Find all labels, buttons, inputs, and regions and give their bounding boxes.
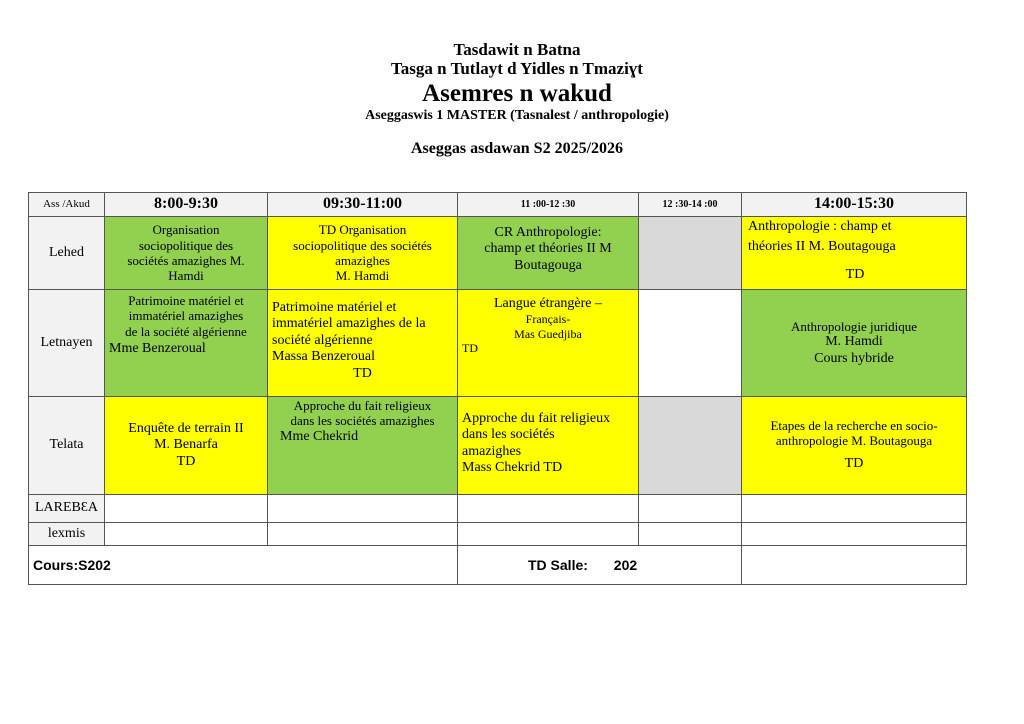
empty-cell xyxy=(742,522,967,545)
session-line: Hamdi xyxy=(168,268,204,284)
session-line: amazighes xyxy=(462,443,522,459)
session-line: Mme Benzeroual xyxy=(109,340,206,356)
session-line: TD xyxy=(176,453,196,469)
day-row-letnayen xyxy=(29,289,967,396)
empty-cell xyxy=(742,545,967,584)
session-line: Français- xyxy=(525,312,571,327)
session-cell xyxy=(458,216,639,289)
day-label: Telata xyxy=(29,396,105,494)
session-line: immatériel amazighes xyxy=(128,308,244,324)
day-row-telata xyxy=(29,396,967,494)
slot-header: 8:00-9:30 xyxy=(105,193,268,217)
corner-cell: Ass /Akud xyxy=(29,193,105,217)
session-cell xyxy=(458,289,639,396)
day-label: LAREBƐA xyxy=(29,494,105,522)
session-line: société algérienne xyxy=(272,332,373,348)
page-title: Asemres n wakud xyxy=(422,80,612,108)
td-room xyxy=(458,545,742,584)
slot-header: 12 :30-14 :00 xyxy=(639,193,742,217)
session-line: Langue étrangère – xyxy=(493,295,603,311)
session-line: CR Anthropologie: xyxy=(494,224,602,240)
session-line: Anthropologie juridique xyxy=(790,318,917,334)
document-header xyxy=(0,40,1024,158)
empty-cell xyxy=(639,494,742,522)
session-line: TD xyxy=(844,456,864,472)
session-line: dans les sociétés amazighes xyxy=(290,413,435,429)
session-cell xyxy=(105,216,268,289)
session-line: théories II M. Boutagouga xyxy=(748,239,896,255)
department-name: Tasga n Tutlayt d Yidles n Tmaziɣt xyxy=(391,59,643,79)
session-line: Approche du fait religieux xyxy=(293,397,432,413)
session-line: sociétés amazighes M. xyxy=(127,252,245,268)
session-line: Mass Chekrid TD xyxy=(462,460,563,476)
session-line: sociopolitique des xyxy=(138,237,234,253)
td-room-number: 202 xyxy=(613,556,638,573)
session-line: M. Benarfa xyxy=(154,437,218,453)
session-cell xyxy=(458,396,639,494)
semester-line: Aseggas asdawan S2 2025/2026 xyxy=(410,139,624,157)
session-line: TD xyxy=(845,266,865,282)
session-line: TD xyxy=(353,365,372,381)
session-line: anthropologie M. Boutagouga xyxy=(775,433,933,449)
lunch-break-cell xyxy=(639,216,742,289)
session-line: M. Hamdi xyxy=(335,268,390,284)
session-line: M. Hamdi xyxy=(825,334,883,350)
cours-room xyxy=(29,545,458,584)
session-cell xyxy=(268,289,458,396)
timetable-header-row xyxy=(29,193,967,217)
session-line: Cours hybride xyxy=(814,350,894,366)
session-line: de la société algérienne xyxy=(125,323,247,339)
empty-cell xyxy=(639,522,742,545)
lunch-break-cell xyxy=(639,396,742,494)
timetable xyxy=(28,192,967,585)
day-row-lexmis xyxy=(29,522,967,545)
session-line: Etapes de la recherche en socio- xyxy=(770,417,938,433)
session-cell xyxy=(105,396,268,494)
session-cell xyxy=(742,396,967,494)
session-line: TD Organisation xyxy=(318,222,407,238)
td-room-label: TD Salle: xyxy=(528,556,588,573)
day-row-lehed xyxy=(29,216,967,289)
session-line: Mas Guedjiba xyxy=(514,326,582,341)
session-cell xyxy=(105,289,268,396)
session-line: TD xyxy=(462,340,478,355)
day-label: lexmis xyxy=(29,522,105,545)
program-subtitle: Aseggaswis 1 MASTER (Tasnalest / anthropologie) xyxy=(365,108,669,124)
day-label: Lehed xyxy=(29,216,105,289)
session-line: Mme Chekrid xyxy=(280,428,359,444)
session-cell xyxy=(268,396,458,494)
empty-cell xyxy=(105,522,268,545)
empty-cell xyxy=(268,522,458,545)
empty-cell xyxy=(105,494,268,522)
empty-cell xyxy=(268,494,458,522)
session-line: Patrimoine matériel et xyxy=(272,299,397,315)
session-line: Organisation xyxy=(152,222,220,238)
lunch-break-cell xyxy=(639,289,742,396)
session-line: Patrimoine matériel et xyxy=(128,292,244,308)
session-line: Massa Benzeroual xyxy=(272,349,376,365)
empty-cell xyxy=(458,494,639,522)
session-line: champ et théories II M xyxy=(484,241,612,257)
day-label: Letnayen xyxy=(29,289,105,396)
empty-cell xyxy=(742,494,967,522)
session-line: amazighes xyxy=(335,252,390,268)
empty-cell xyxy=(458,522,639,545)
slot-header: 14:00-15:30 xyxy=(742,193,967,217)
session-line: Approche du fait religieux xyxy=(462,410,611,426)
session-cell xyxy=(742,216,967,289)
session-line: sociopolitique des sociétés xyxy=(293,237,432,253)
slot-header: 09:30-11:00 xyxy=(268,193,458,217)
session-line: Boutagouga xyxy=(514,257,582,273)
session-cell xyxy=(268,216,458,289)
university-name: Tasdawit n Batna xyxy=(453,40,581,59)
room-footer-row xyxy=(29,545,967,584)
session-cell xyxy=(742,289,967,396)
session-line: immatériel amazighes de la xyxy=(272,316,426,332)
cours-room-text: Cours:S202 xyxy=(33,556,111,573)
session-line: dans les sociétés xyxy=(462,427,555,443)
session-line: Enquête de terrain II xyxy=(128,420,244,436)
session-line: Anthropologie : champ et xyxy=(748,218,892,234)
slot-header: 11 :00-12 :30 xyxy=(458,193,639,217)
day-row-larebea xyxy=(29,494,967,522)
